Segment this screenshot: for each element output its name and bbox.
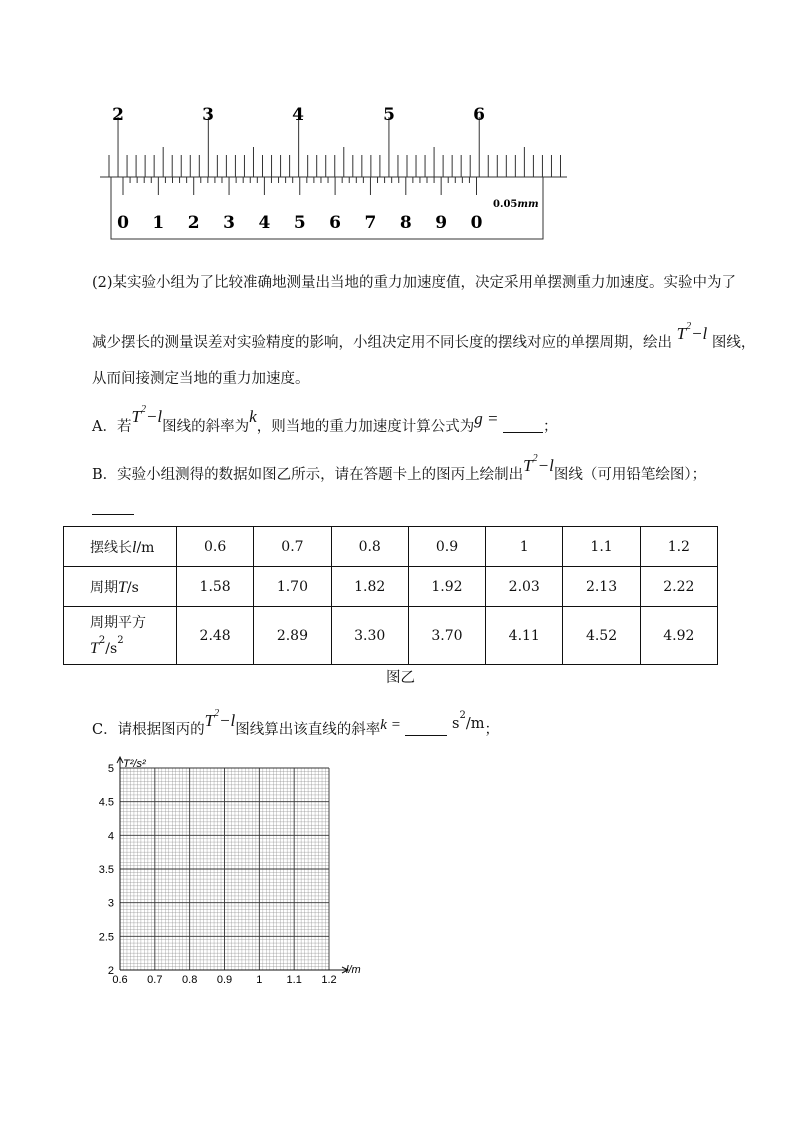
table-cell: 1.70	[254, 567, 331, 607]
formula-T2-l: $T^2-l$	[204, 708, 236, 730]
table-cell: 4.52	[563, 607, 640, 665]
formula-T2-l: $T^2-l$	[523, 453, 554, 475]
vernier-label: 1	[152, 213, 165, 233]
slope-unit: $s^2/m$	[452, 710, 485, 732]
table-cell: 2.22	[640, 567, 717, 607]
question-b: B．实验小组测得的数据如图乙所示，请在答题卡上的图丙上绘制出$T^2-l$图线（可用铅笔绘图）；	[92, 453, 707, 483]
y-tick-label: 3	[107, 897, 114, 910]
x-tick-label: 1.2	[321, 974, 337, 986]
table-cell: 2.03	[486, 567, 563, 607]
table-row	[64, 607, 718, 665]
answer-blank-c[interactable]	[405, 721, 447, 736]
y-tick-label: 2.5	[98, 931, 114, 944]
y-tick-label: 4.5	[98, 796, 114, 809]
vernier-label: 2	[187, 213, 200, 233]
y-tick-label: 3.5	[98, 864, 114, 876]
vernier-label: 0	[117, 213, 129, 233]
table-cell: 1.82	[331, 567, 408, 607]
table-cell: 0.9	[408, 527, 485, 567]
x-axis-title: l/m	[346, 964, 361, 976]
intro-line-2	[92, 321, 756, 353]
row-header: 周期平方 $T^2/s^2$	[64, 607, 177, 665]
main-scale-label: 4	[292, 105, 304, 125]
y-tick-label: 5	[107, 763, 114, 775]
table-caption: 图乙	[386, 670, 415, 686]
table-cell: 1.92	[408, 567, 485, 607]
table-cell: 1	[486, 527, 563, 567]
main-scale-label: 2	[112, 105, 124, 125]
vernier-label: 6	[329, 213, 342, 233]
vernier-label: 4	[258, 213, 271, 233]
table-cell: 2.13	[563, 567, 640, 607]
row-header: 摆线长l/m	[64, 527, 177, 567]
y-tick-label: 2	[107, 965, 114, 977]
question-c: C．请根据图丙的$T^2-l$图线算出该直线的斜率$k = s^2/m$；	[92, 708, 499, 738]
vernier-label: 3	[223, 213, 235, 233]
intro-line-2-tail: 图线，	[711, 335, 756, 351]
precision-label: 0.05mm	[493, 199, 539, 210]
table-cell: 3.30	[331, 607, 408, 665]
table-cell: 0.8	[331, 527, 408, 567]
data-table	[63, 526, 718, 665]
intro-line-1: (2)某实验小组为了比较准确地测量出当地的重力加速度值，决定采用单摆测重力加速度。实验中为了	[92, 275, 737, 291]
x-tick-label: 1.1	[286, 974, 302, 986]
graph-paper[interactable]	[96, 750, 376, 990]
main-scale-label: 6	[473, 105, 485, 125]
main-scale-label: 5	[383, 105, 395, 125]
intro-line-2-text: 减少摆长的测量误差对实验精度的影响，小组决定用不同长度的摆线对应的单摆周期，绘出	[92, 335, 672, 351]
table-cell: 4.11	[486, 607, 563, 665]
table-cell: 0.6	[177, 527, 254, 567]
intro-line-3: 从而间接测定当地的重力加速度。	[92, 371, 310, 387]
vernier-label: 5	[293, 213, 306, 233]
row-header: 周期T/s	[64, 567, 177, 607]
table-row	[64, 527, 718, 567]
x-tick-label: 0.9	[216, 974, 233, 986]
x-tick-label: 0.8	[182, 974, 198, 986]
main-scale	[100, 117, 567, 177]
table-cell: 1.2	[640, 527, 717, 567]
main-scale-label: 3	[202, 105, 214, 125]
table-cell: 2.48	[177, 607, 254, 665]
table-cell: 3.70	[408, 607, 485, 665]
vernier-label: 0	[470, 213, 483, 233]
question-a: A．若$T^2-l$图线的斜率为k，则当地的重力加速度计算公式为g = ；	[92, 404, 558, 435]
formula-T2-l: $T^2-l$	[131, 404, 163, 426]
table-row	[64, 567, 718, 607]
vernier-caliper-figure	[95, 95, 575, 245]
vernier-label: 8	[399, 213, 412, 233]
vernier-label: 7	[364, 213, 377, 233]
vernier-label: 9	[435, 213, 448, 233]
formula-T2-l: $T^2-l$	[676, 321, 708, 343]
x-tick-label: 0.7	[147, 974, 163, 986]
y-tick-label: 4	[107, 830, 114, 843]
table-cell: 1.1	[563, 527, 640, 567]
x-tick-label: 0.6	[112, 974, 128, 986]
table-cell: 2.89	[254, 607, 331, 665]
table-cell: 1.58	[177, 567, 254, 607]
table-cell: 4.92	[640, 607, 717, 665]
x-tick-label: 1	[256, 974, 263, 986]
answer-blank-a[interactable]	[503, 418, 543, 433]
y-axis-title: T²/s²	[123, 758, 146, 770]
table-cell: 0.7	[254, 527, 331, 567]
answer-blank-b[interactable]	[92, 514, 134, 515]
